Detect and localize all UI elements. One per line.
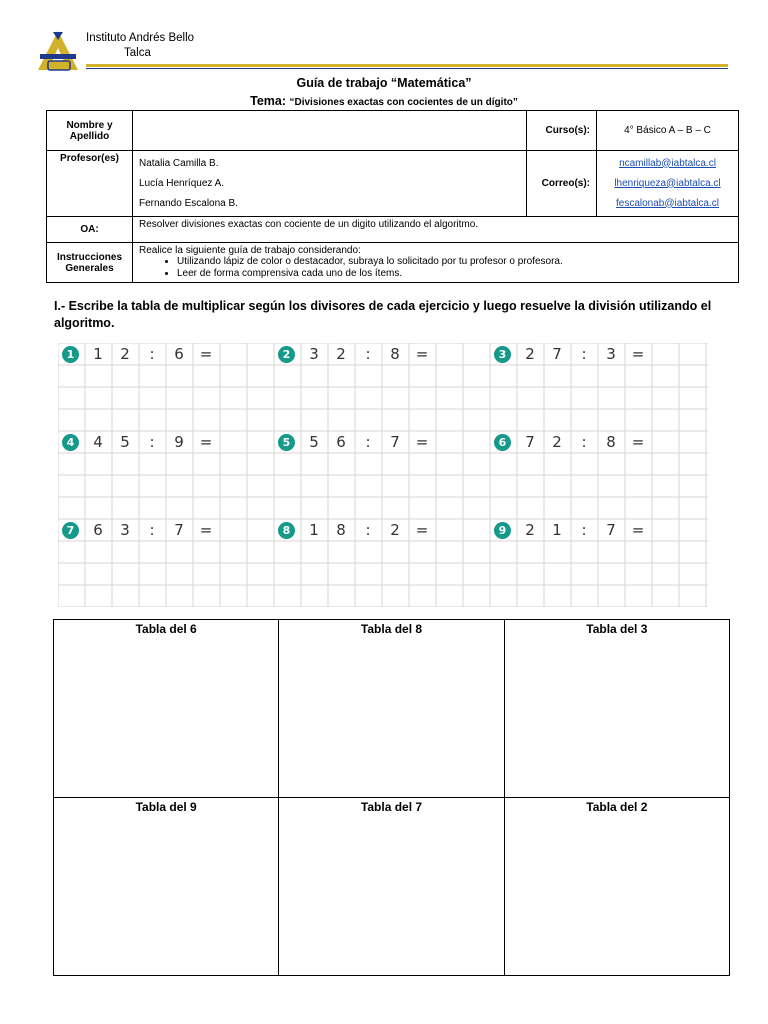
dividend-digit: 2 — [525, 521, 535, 539]
profesor-name: Fernando Escalona B. — [139, 197, 238, 209]
division-sign: : — [365, 521, 371, 539]
divisor-digit: 6 — [174, 345, 184, 363]
name-field[interactable] — [133, 111, 527, 151]
dividend-digit: 3 — [120, 521, 130, 539]
name-label: Nombre y Apellido — [47, 111, 133, 151]
exercise-number-badge: 4 — [62, 434, 79, 451]
tema-label: Tema: — [250, 94, 286, 108]
division-sign: : — [149, 433, 155, 451]
divisor-digit: 3 — [606, 345, 616, 363]
dividend-digit: 4 — [93, 433, 103, 451]
exercise-number-badge: 6 — [494, 434, 511, 451]
multiplication-tables — [53, 619, 730, 976]
dividend-digit: 8 — [336, 521, 346, 539]
divisor-digit: 9 — [174, 433, 184, 451]
profesor-name: Lucía Henríquez A. — [139, 177, 225, 189]
equals-sign: = — [199, 345, 213, 363]
exercise-number-badge: 2 — [278, 346, 295, 363]
email-link[interactable]: ncamillab@iabtalca.cl — [619, 157, 716, 169]
oa-label: OA: — [47, 217, 133, 243]
equals-sign: = — [415, 521, 429, 539]
instructions-intro: Realice la siguiente guía de trabajo considerando: — [139, 245, 361, 256]
divisor-digit: 7 — [174, 521, 184, 539]
table-box-9[interactable]: Tabla del 9 — [54, 798, 279, 976]
dividend-digit: 7 — [525, 433, 535, 451]
exercise-grid — [58, 343, 708, 607]
equals-sign: = — [415, 345, 429, 363]
table-box-2[interactable]: Tabla del 2 — [504, 798, 729, 976]
profesor-name: Natalia Camilla B. — [139, 157, 219, 169]
dividend-digit: 6 — [93, 521, 103, 539]
table-box-8[interactable]: Tabla del 8 — [279, 620, 504, 798]
instruction-item: • Leer de forma comprensiva cada uno de los ítems. — [177, 268, 732, 280]
dividend-digit: 3 — [309, 345, 319, 363]
email-link[interactable]: fescalonab@iabtalca.cl — [616, 197, 719, 209]
dividend-digit: 7 — [552, 345, 562, 363]
exercise-number-badge: 3 — [494, 346, 511, 363]
equals-sign: = — [199, 433, 213, 451]
division-sign: : — [581, 433, 587, 451]
division-sign: : — [149, 521, 155, 539]
table-box-6[interactable]: Tabla del 6 — [54, 620, 279, 798]
exercise-heading: I.- Escribe la tabla de multiplicar según los divisores de cada ejercicio y luego resuelve la división utilizando el algoritmo. — [54, 299, 712, 330]
school-logo — [36, 30, 80, 72]
instructions-cell — [133, 243, 739, 283]
division-sign: : — [365, 345, 371, 363]
table-box-7[interactable]: Tabla del 7 — [279, 798, 504, 976]
oa-text: Resolver divisiones exactas con cociente de un digito utilizando el algoritmo. — [133, 217, 739, 243]
division-sign: : — [149, 345, 155, 363]
dividend-digit: 6 — [336, 433, 346, 451]
dividend-digit: 1 — [93, 345, 103, 363]
equals-sign: = — [631, 345, 645, 363]
exercise-number-badge: 8 — [278, 522, 295, 539]
equals-sign: = — [415, 433, 429, 451]
dividend-digit: 2 — [525, 345, 535, 363]
institution-city: Talca — [124, 47, 151, 59]
dividend-digit: 5 — [309, 433, 319, 451]
divisor-digit: 8 — [390, 345, 400, 363]
divisor-digit: 7 — [606, 521, 616, 539]
dividend-digit: 1 — [552, 521, 562, 539]
profesor-label: Profesor(es) — [47, 151, 133, 217]
dividend-digit: 2 — [552, 433, 562, 451]
header-rule-gold — [86, 64, 728, 67]
divisor-digit: 2 — [390, 521, 400, 539]
exercise-number-badge: 1 — [62, 346, 79, 363]
email-link[interactable]: lhenriqueza@iabtalca.cl — [614, 177, 721, 189]
instructions-label: Instrucciones Generales — [47, 243, 133, 283]
curso-label: Curso(s): — [527, 111, 597, 151]
grid-lines — [58, 343, 708, 607]
division-sign: : — [581, 345, 587, 363]
division-sign: : — [581, 521, 587, 539]
instructions-list — [139, 256, 732, 280]
dividend-digit: 1 — [309, 521, 319, 539]
equals-sign: = — [631, 521, 645, 539]
division-sign: : — [365, 433, 371, 451]
dividend-digit: 5 — [120, 433, 130, 451]
tema-line — [0, 94, 768, 108]
curso-value: 4° Básico A – B – C — [597, 111, 739, 151]
exercise-number-badge: 9 — [494, 522, 511, 539]
profesores-cell — [133, 151, 527, 217]
correo-label: Correo(s): — [527, 151, 597, 217]
instruction-item: • Utilizando lápiz de color o destacador, subraya lo solicitado por tu profesor o profesora. — [177, 256, 732, 268]
correos-cell — [597, 151, 739, 217]
dividend-digit: 2 — [120, 345, 130, 363]
divisor-digit: 8 — [606, 433, 616, 451]
equals-sign: = — [199, 521, 213, 539]
tema-topic: “Divisiones exactas con cocientes de un dígito” — [289, 97, 518, 108]
exercise-number-badge: 5 — [278, 434, 295, 451]
equals-sign: = — [631, 433, 645, 451]
dividend-digit: 2 — [336, 345, 346, 363]
divisor-digit: 7 — [390, 433, 400, 451]
institution-name: Instituto Andrés Bello — [86, 32, 195, 44]
header-rule-navy — [86, 68, 728, 69]
table-box-3[interactable]: Tabla del 3 — [504, 620, 729, 798]
info-table — [46, 110, 739, 283]
exercise-number-badge: 7 — [62, 522, 79, 539]
page-title: Guía de trabajo “Matemática” — [296, 76, 472, 90]
